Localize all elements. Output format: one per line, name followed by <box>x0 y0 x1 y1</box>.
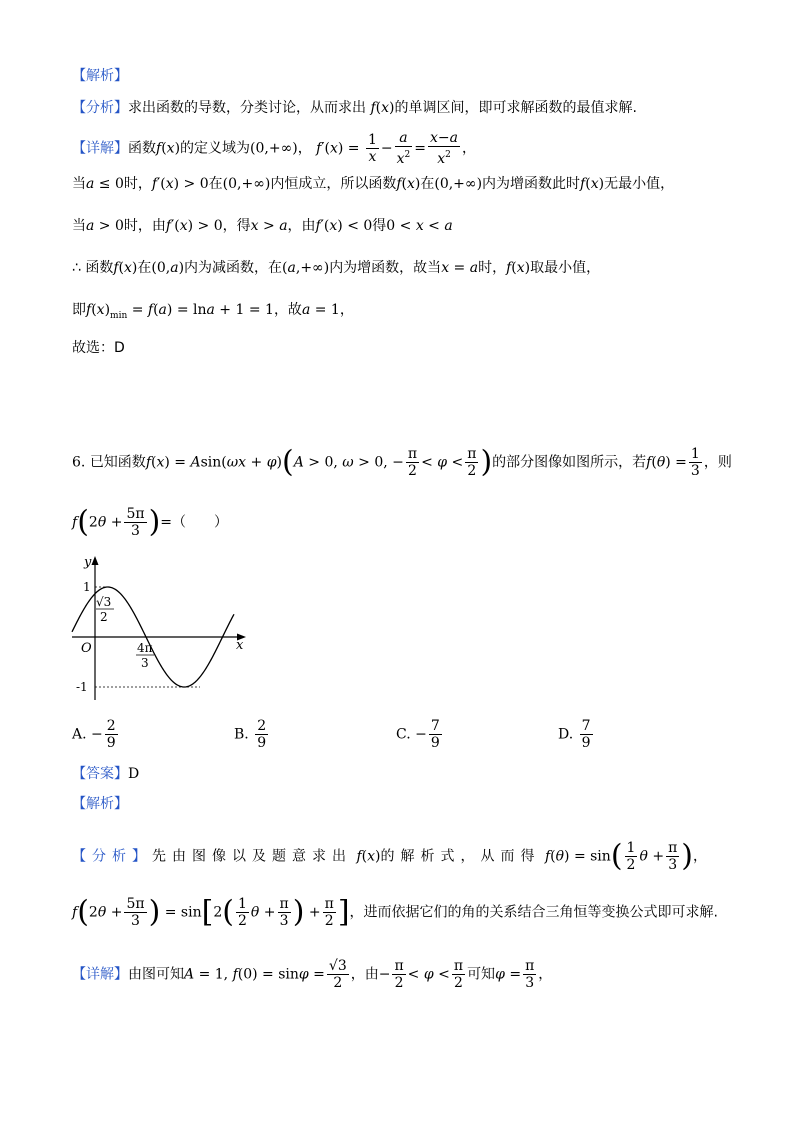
detail-text: 在 <box>420 176 435 192</box>
detail-text: 内为增函数，故当 <box>329 260 442 276</box>
option-num: 2 <box>106 718 116 734</box>
analysis-text: 的解析式，从而得 <box>380 848 541 865</box>
option-den: 9 <box>106 735 116 751</box>
y-mark-den: 2 <box>100 610 108 624</box>
detail-text: 在 <box>137 260 152 276</box>
detail-text: 内为增函数此时 <box>482 176 581 192</box>
y-mark-num: √3 <box>96 595 112 609</box>
detail-text: 无最小值， <box>604 176 675 192</box>
xiangjie-label: 【详解】 <box>72 140 128 157</box>
detail-text: 函数 <box>128 140 156 157</box>
analysis-text: ，进而依据它们的角的关系结合三角恒等变换公式即可求解. <box>349 904 718 921</box>
analysis-line-3: f(2θ + $\frac{5\pi}{3}$ ) = sin[2( $\frac{1}{2}$ θ + $\frac{\pi}{3}$ ) + $\frac{\pi}{2}$ ]，进而依据它们的角的关系结合三角恒等变换公式即可求解. <box>72 894 718 930</box>
detail-text: 得 <box>372 218 387 234</box>
detail-text: 当 <box>72 218 86 234</box>
detail-text: 即 <box>72 302 86 318</box>
option-d[interactable] <box>558 718 595 751</box>
detail-text: 可知 <box>467 966 496 983</box>
option-num: 7 <box>430 718 440 734</box>
origin-label: O <box>81 641 92 656</box>
detail-line-4: ∴ 函数f(x)在(0,a)内为减函数，在(a,+∞)内为增函数，故当x = a时，f(x)取最小值， <box>72 260 601 276</box>
stem-text: 已知函数 <box>89 454 146 471</box>
option-letter: B. <box>234 726 249 743</box>
option-den: 9 <box>430 735 440 751</box>
detail-text: ，由 <box>350 966 379 983</box>
answer-label: 【答案】 <box>72 766 128 782</box>
fenxi-label-2: 【分析】 <box>72 848 152 865</box>
detail-text: 内为减函数，在 <box>184 260 283 276</box>
analysis-text-b: 的单调区间，即可求解函数的最值求解. <box>394 100 637 116</box>
jiexi-label: 【解析】 <box>72 68 128 84</box>
y-top-label: 1 <box>83 580 91 594</box>
question-number: 6. <box>72 454 86 471</box>
option-letter: D. <box>558 726 574 743</box>
detail-text: ∴ 函数 <box>72 260 114 276</box>
y-axis-arrow-icon <box>92 556 99 565</box>
x-mark-den: 3 <box>141 656 149 670</box>
choose-line: 故选：D <box>72 340 125 356</box>
detail-line-q6: 【详解】由图可知A = 1, f(0) = sinφ = $\frac{√3}{2}$ ，由− $\frac{\pi}{2}$ < φ < $\frac{\pi}{2}$ 可知φ = $\frac{\pi}{3}$ ， <box>72 958 553 991</box>
analysis-line: 【分析】求出函数的导数，分类讨论，从而求出 f(x)的单调区间，即可求解函数的最值求解. <box>72 100 637 116</box>
detail-text: 时， <box>478 260 507 276</box>
detail-line-1: 【详解】函数f(x)的定义域为(0,+∞)， f′(x) = $\frac{1}{x}$ − $\frac{a}{x^2}$ = $\frac{x-a}{x^2}$ ， <box>72 130 477 167</box>
detail-text: 当 <box>72 176 86 192</box>
option-sign: − <box>91 726 103 743</box>
option-letter: C. <box>396 726 411 743</box>
option-b[interactable] <box>234 718 270 751</box>
detail-text: ，得 <box>222 218 251 234</box>
stem-text: ，则 <box>703 454 732 471</box>
jiexi-label-2: 【解析】 <box>72 796 128 812</box>
question-6-target: f(2θ + $\frac{5\pi}{3}$ )=（ ） <box>72 504 229 540</box>
x-label: x <box>236 638 244 653</box>
y-label: y <box>84 555 92 570</box>
option-a[interactable] <box>72 718 120 751</box>
analysis-line-2: 【分析】先由图像以及题意求出 f(x)的解析式，从而得 f(θ) = sin( $\frac{1}{2}$ θ + $\frac{\pi}{3}$ )， <box>72 838 707 874</box>
detail-text: ，故 <box>273 302 302 318</box>
option-num: 2 <box>257 718 267 734</box>
answer-blank: =（ ） <box>160 514 229 531</box>
answer-value: D <box>128 766 140 782</box>
option-num: 7 <box>581 718 591 734</box>
detail-line-5: 即$f(x)_{min} = f(a) = \ln a + 1 = 1$，故a = 1， <box>72 302 354 321</box>
sine-graph <box>62 552 252 702</box>
analysis-text: 先由图像以及题意求出 <box>152 848 352 865</box>
detail-text: 的定义域为 <box>180 140 251 157</box>
x-mark-num: 4π <box>137 641 153 655</box>
y-bottom-label: -1 <box>76 680 88 694</box>
analysis-text: 求出函数的导数，分类讨论，从而求出 <box>128 100 366 116</box>
detail-text: 内恒成立，所以函数 <box>270 176 397 192</box>
detail-text: 时，由 <box>123 218 166 234</box>
option-den: 9 <box>257 735 267 751</box>
option-sign: − <box>415 726 427 743</box>
question-6-stem: 6. 已知函数f(x) = Asin(ωx + φ)(A > 0, ω > 0, − $\frac{\pi}{2}$ < φ < $\frac{\pi}{2}$ )的部分图像如图所示，若f(θ) = $\frac{1}{3}$ ，则 <box>72 444 732 480</box>
detail-line-2: 当a ≤ 0时，f′(x) > 0在(0,+∞)内恒成立，所以函数f(x)在(0,+∞)内为增函数此时f(x)无最小值， <box>72 176 675 192</box>
option-den: 9 <box>581 735 591 751</box>
detail-text: 时， <box>123 176 152 192</box>
detail-line-3: 当a > 0时，由f′(x) > 0，得x > a，由f′(x) < 0得0 < x < a <box>72 218 453 234</box>
detail-text: 在 <box>208 176 223 192</box>
fenxi-label: 【分析】 <box>72 100 128 116</box>
detail-text: 取最小值， <box>530 260 601 276</box>
answer-line <box>72 764 139 784</box>
option-c[interactable] <box>396 718 444 751</box>
detail-text: 由图可知 <box>128 966 184 983</box>
detail-text: ，由 <box>287 218 316 234</box>
option-letter: A. <box>72 726 87 743</box>
stem-text: 的部分图像如图所示，若 <box>492 454 647 471</box>
xiangjie-label-2: 【详解】 <box>72 966 128 983</box>
